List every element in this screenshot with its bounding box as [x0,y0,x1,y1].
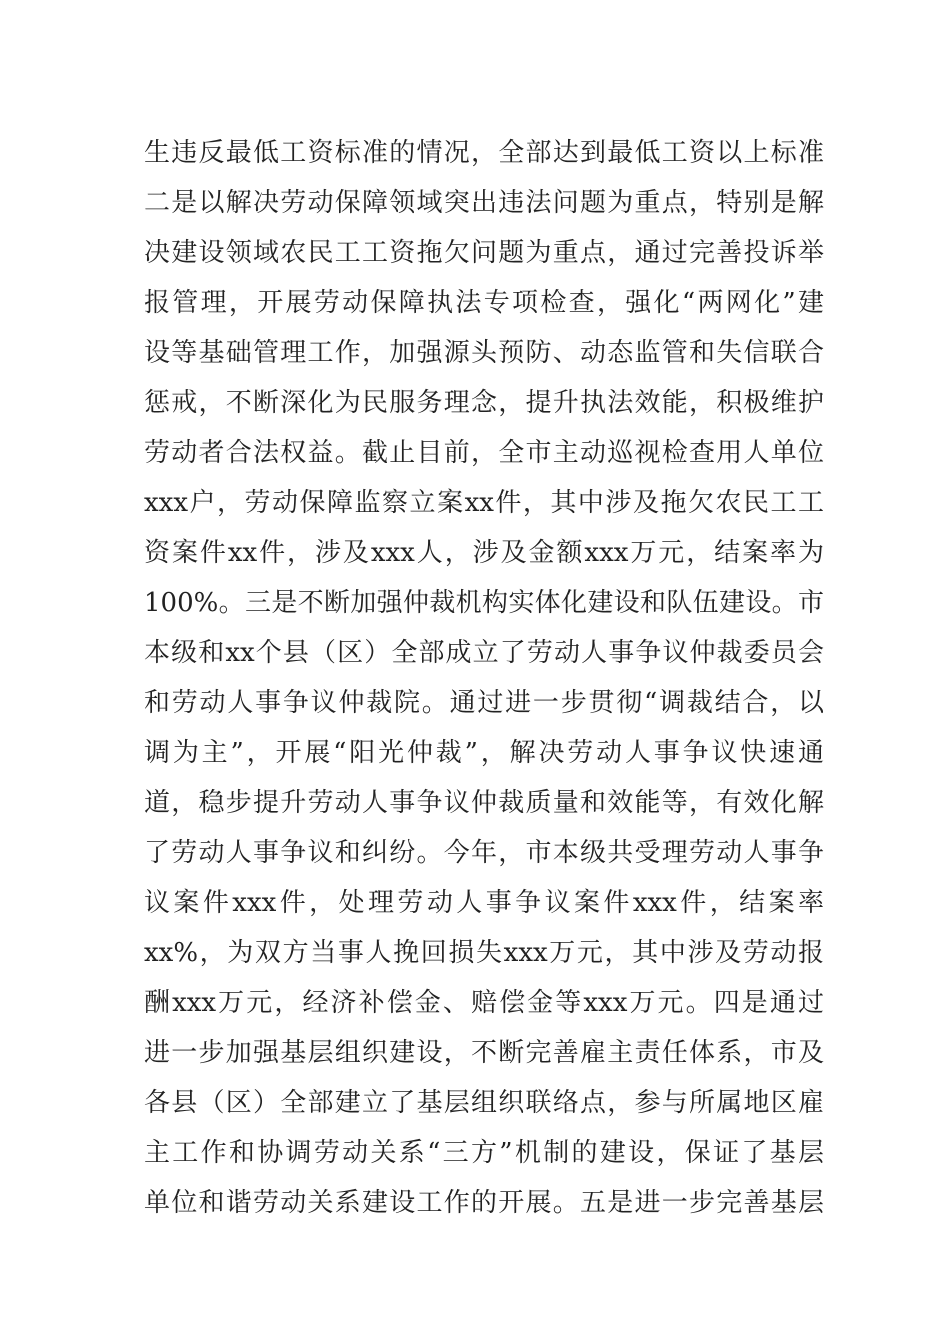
text-line: 和劳动人事争议仲裁院。通过进一步贯彻“调裁结合，以 [144,688,824,718]
text-line: 道，稳步提升劳动人事争议仲裁质量和效能等，有效化解 [144,788,824,818]
text-line: 单位和谐劳动关系建设工作的开展。五是进一步完善基层 [144,1188,824,1218]
text-line: 决建设领域农民工工资拖欠问题为重点，通过完善投诉举 [144,238,824,268]
text-line: 二是以解决劳动保障领域突出违法问题为重点，特别是解 [144,188,824,218]
text-line: 调为主”，开展“阳光仲裁”，解决劳动人事争议快速通 [144,738,824,768]
text-line: 各县（区）全部建立了基层组织联络点，参与所属地区雇 [144,1088,824,1118]
text-line: 主工作和协调劳动关系“三方”机制的建设，保证了基层 [144,1138,824,1168]
text-line: 惩戒，不断深化为民服务理念，提升执法效能，积极维护 [144,388,824,418]
body-text [144,128,824,1228]
text-line: xx%，为双方当事人挽回损失xxx万元，其中涉及劳动报 [144,938,824,968]
text-line: 资案件xx件，涉及xxx人，涉及金额xxx万元，结案率为 [144,538,824,568]
text-line: 设等基础管理工作，加强源头预防、动态监管和失信联合 [144,338,824,368]
text-line: 劳动者合法权益。截止目前，全市主动巡视检查用人单位 [144,438,824,468]
text-line: 进一步加强基层组织建设，不断完善雇主责任体系，市及 [144,1038,824,1068]
text-line: 报管理，开展劳动保障执法专项检查，强化“两网化”建 [144,288,824,318]
text-line: 了劳动人事争议和纠纷。今年，市本级共受理劳动人事争 [144,838,824,868]
text-line: 生违反最低工资标准的情况，全部达到最低工资以上标准 [144,138,824,168]
text-line: 酬xxx万元，经济补偿金、赔偿金等xxx万元。四是通过 [144,988,824,1018]
text-line: xxx户，劳动保障监察立案xx件，其中涉及拖欠农民工工 [144,488,824,518]
text-line: 本级和xx个县（区）全部成立了劳动人事争议仲裁委员会 [144,638,824,668]
text-line: 100%。三是不断加强仲裁机构实体化建设和队伍建设。市 [144,588,824,618]
text-line: 议案件xxx件，处理劳动人事争议案件xxx件，结案率 [144,888,824,918]
